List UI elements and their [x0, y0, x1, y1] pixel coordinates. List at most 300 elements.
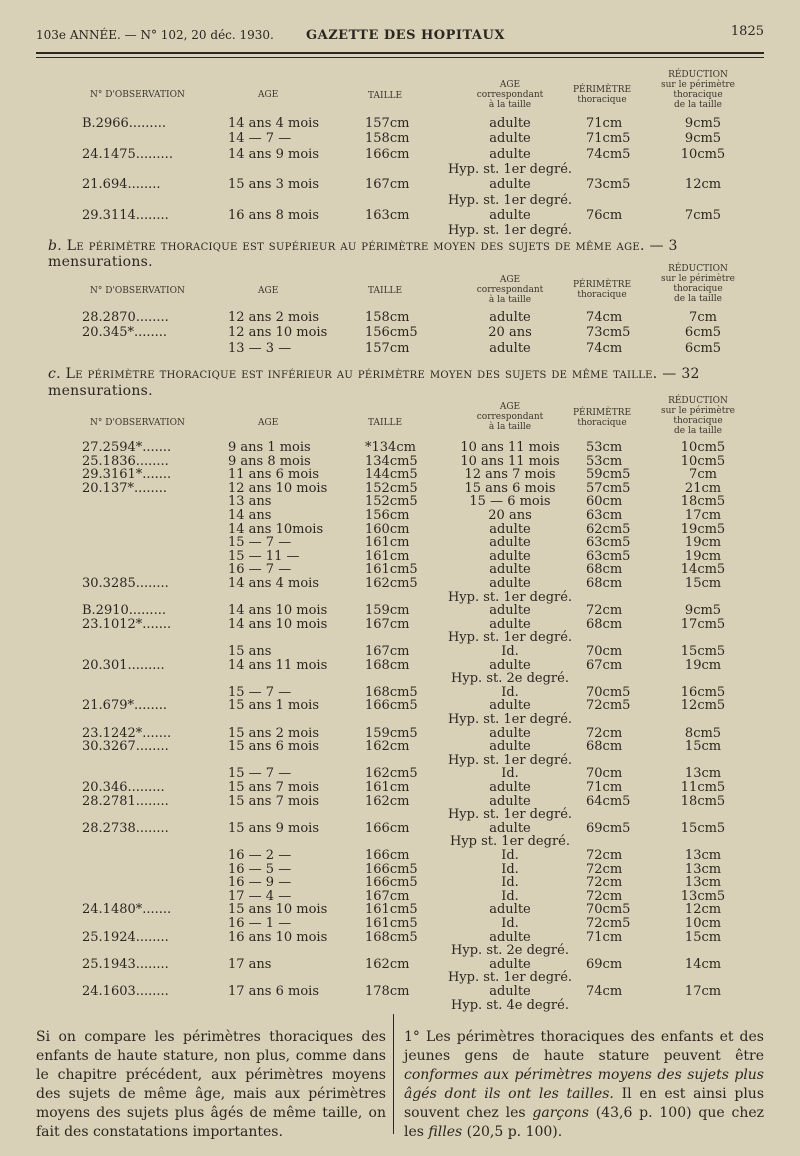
cell-obs: 28.2738........ [82, 820, 169, 836]
col-red-l3: thoracique [673, 90, 723, 100]
cell-per: 70cm [586, 766, 623, 782]
cell-corr: 15 ans 6 mois [464, 480, 556, 496]
cell-corr: adulte [489, 340, 531, 356]
cell-obs: B.2966......... [82, 116, 166, 131]
cell-age: 15 ans 1 mois [228, 698, 319, 714]
cell-corr: adulte [489, 902, 531, 918]
cell-taille: 166cm [365, 146, 410, 162]
section-c-letter: c. [48, 366, 61, 382]
cell-corr: adulte [489, 820, 531, 836]
cell-per: 59cm5 [586, 467, 631, 483]
cell-age: 14 ans 10 mois [228, 603, 328, 619]
col-per-2 [568, 280, 636, 300]
cell-obs: 30.3267........ [82, 739, 169, 755]
cell-red: 14cm5 [680, 562, 726, 578]
cell-red: 15cm [684, 929, 722, 945]
cell-corr: Hyp. st. 4e degré. [451, 997, 569, 1013]
cell-taille: 156cm [365, 508, 410, 523]
cell-age: 12 ans 2 mois [228, 310, 319, 325]
cell-obs: 24.1603........ [82, 984, 169, 999]
cell-age: 17 ans [228, 956, 272, 972]
col-red-l1: RÉDUCTION [668, 70, 728, 80]
col-corr3-l3: à la taille [488, 422, 532, 432]
cell-corr: 10 ans 11 mois [460, 453, 560, 469]
cell-corr: adulte [489, 698, 531, 714]
cell-age: 16 ans 8 mois [228, 207, 319, 223]
cell-corr: Hyp. st. 1er degré. [447, 630, 573, 646]
cell-corr: Id. [501, 875, 519, 891]
col-red-3 [650, 396, 746, 436]
cell-corr: 20 ans [488, 325, 532, 341]
cell-corr: adulte [489, 929, 531, 945]
cell-corr: Hyp. st. 1er degré. [447, 161, 573, 177]
col-per3-l1: PÉRIMÈTRE [572, 408, 632, 418]
cell-taille: 166cm [365, 848, 410, 863]
cell-red: 10cm [684, 916, 722, 931]
cell-per: 69cm [586, 956, 623, 972]
cell-corr: 20 ans [488, 508, 532, 523]
cell-age: 15 ans [228, 644, 272, 659]
cell-per: 72cm [586, 861, 623, 877]
cell-age: 16 ans 10 mois [228, 929, 328, 945]
cell-taille: 166cm5 [365, 861, 418, 877]
col-taille-2: TAILLE [368, 286, 403, 296]
cell-red: 8cm5 [684, 725, 722, 741]
cell-corr: adulte [489, 793, 531, 809]
cell-corr: Id. [501, 766, 519, 782]
cell-age: 17 ans 6 mois [228, 984, 319, 999]
cell-corr: adulte [489, 984, 531, 999]
cell-age: 14 ans 11 mois [228, 657, 328, 673]
col-per2-l1: PÉRIMÈTRE [572, 280, 632, 290]
cell-per: 68cm [586, 616, 623, 632]
cell-corr: adulte [489, 521, 531, 537]
col-corr2-l3: à la taille [488, 295, 532, 305]
col-corr-l1: AGE [499, 80, 521, 90]
cell-obs: 28.2781........ [82, 793, 169, 809]
cell-corr: adulte [489, 562, 531, 578]
cell-age: 17 — 4 — [228, 888, 292, 904]
cell-age: 15 ans 2 mois [228, 725, 319, 741]
cell-per: 70cm5 [586, 902, 631, 918]
cell-red: 10cm5 [680, 453, 726, 469]
cell-age: 16 — 1 — [228, 916, 292, 931]
col-obs-2: N° D'OBSERVATION [90, 286, 185, 296]
cell-age: 15 ans 6 mois [228, 739, 319, 755]
header-rule-thin [36, 57, 764, 58]
cell-obs: 20.137*........ [82, 480, 168, 496]
cell-red: 19cm [684, 548, 722, 564]
cell-red: 15cm5 [680, 644, 726, 659]
cell-taille: 166cm5 [365, 698, 418, 714]
cell-age: 11 ans 6 mois [228, 467, 319, 483]
cell-corr: Id. [501, 916, 519, 931]
header-rule [36, 52, 764, 54]
col-red3-l3: thoracique [673, 416, 723, 426]
cell-per: 72cm [586, 603, 623, 619]
right-text-3: (43,6 p. 100) que chez les [404, 1105, 765, 1140]
cell-taille: 161cm5 [365, 902, 418, 918]
cell-corr: adulte [489, 780, 531, 795]
cell-corr: adulte [489, 603, 531, 619]
cell-age: 14 ans 9 mois [228, 146, 319, 162]
cell-corr: adulte [489, 310, 531, 325]
col-obs: N° D'OBSERVATION [90, 90, 185, 100]
col-per-3 [568, 408, 636, 428]
cell-per: 73cm5 [586, 325, 631, 341]
cell-corr: adulte [489, 616, 531, 632]
cell-age: 12 ans 10 mois [228, 480, 328, 496]
cell-obs: 24.1475......... [82, 146, 173, 162]
cell-per: 72cm5 [586, 698, 631, 714]
col-red3-l4: de la taille [674, 426, 722, 436]
cell-age: 15 ans 3 mois [228, 177, 319, 193]
cell-age: 16 — 9 — [228, 875, 292, 891]
cell-taille: 152cm5 [365, 480, 418, 496]
col-age-2: AGE [258, 286, 279, 296]
col-corr-l3: à la taille [488, 100, 532, 110]
cell-obs: 24.1480*....... [82, 902, 172, 918]
cell-per: 53cm [586, 453, 623, 469]
cell-taille: 159cm5 [365, 725, 418, 741]
cell-red: 19cm [684, 657, 722, 673]
col-red3-l2: sur le périmètre [660, 406, 736, 416]
cell-taille: 163cm [365, 207, 410, 223]
cell-red: 15cm [684, 576, 722, 591]
cell-red: 10cm5 [680, 440, 726, 455]
cell-red: 15cm5 [680, 820, 726, 836]
cell-obs: B.2910......... [82, 603, 166, 619]
cell-corr: adulte [489, 576, 531, 591]
cell-per: 72cm [586, 875, 623, 891]
cell-red: 13cm [684, 875, 722, 891]
cell-age: 16 — 5 — [228, 861, 292, 877]
cell-per: 69cm5 [586, 820, 631, 836]
cell-taille: 167cm [365, 888, 410, 904]
cell-age: 13 — 3 — [228, 340, 292, 356]
cell-per: 64cm5 [586, 793, 631, 809]
cell-taille: 156cm5 [365, 325, 418, 341]
cell-corr: 10 ans 11 mois [460, 440, 560, 455]
cell-taille: 167cm [365, 616, 410, 632]
cell-per: 76cm [586, 207, 623, 223]
cell-per: 73cm5 [586, 177, 631, 193]
cell-red: 9cm5 [684, 116, 722, 131]
cell-corr: 15 — 6 mois [469, 494, 551, 510]
cell-taille: 162cm [365, 739, 410, 755]
cell-corr: Id. [501, 848, 519, 863]
cell-taille: 152cm5 [365, 494, 418, 510]
col-corr2-l2: correspondant [476, 285, 544, 295]
cell-red: 17cm [684, 984, 722, 999]
cell-per: 72cm [586, 888, 623, 904]
col-red2-l4: de la taille [674, 294, 722, 304]
cell-corr: Hyp. st. 1er degré. [447, 970, 573, 986]
col-red3-l1: RÉDUCTION [668, 396, 728, 406]
cell-red: 13cm [684, 766, 722, 782]
col-corr [450, 80, 570, 110]
cell-per: 68cm [586, 576, 623, 591]
cell-red: 12cm5 [680, 698, 726, 714]
cell-per: 63cm5 [586, 535, 631, 551]
col-corr2-l1: AGE [499, 275, 521, 285]
cell-taille: 159cm [365, 603, 410, 619]
col-corr3-l1: AGE [499, 402, 521, 412]
cell-per: 70cm [586, 644, 623, 659]
cell-corr: 12 ans 7 mois [464, 467, 556, 483]
cell-obs: 20.346......... [82, 780, 165, 795]
cell-taille: 161cm5 [365, 916, 418, 931]
cell-red: 7cm [689, 467, 717, 483]
cell-corr: Id. [501, 644, 519, 659]
col-per2-l2: thoracique [577, 290, 627, 300]
col-red-l4: de la taille [674, 100, 722, 110]
cell-corr: Hyp. st. 1er degré. [447, 223, 573, 239]
cell-taille: 160cm [365, 521, 410, 537]
cell-taille: 158cm [365, 131, 410, 147]
cell-red: 21cm [684, 480, 722, 496]
section-c-text: Le périmètre thoracique est inférieur au périmètre moyen des sujets de même taille. [65, 366, 658, 382]
cell-red: 19cm5 [680, 521, 726, 537]
cell-corr: adulte [489, 956, 531, 972]
cell-per: 71cm [586, 929, 623, 945]
col-corr-2 [450, 275, 570, 305]
col-red [650, 70, 746, 110]
col-red2-l1: RÉDUCTION [668, 264, 728, 274]
col-corr-l2: correspondant [476, 90, 544, 100]
cell-taille: 161cm [365, 535, 410, 551]
cell-corr: Hyp. st. 1er degré. [447, 807, 573, 823]
cell-age: 15 ans 9 mois [228, 820, 319, 836]
cell-obs: 23.1012*....... [82, 616, 172, 632]
cell-red: 16cm5 [680, 684, 726, 700]
cell-per: 74cm [586, 340, 623, 356]
section-b-suffix: — 3 mensurations. [48, 238, 678, 270]
col-per [568, 85, 636, 105]
body-text-left: Si on compare les périmètres thoraciques des enfants de haute stature, non plus, comme dans le chapitre précédent, aux périmètres moyens des sujets de même âge, mais aux périmètres moyens des sujets plus âgés de même taille, on fait des constatations importantes. [36, 1029, 386, 1140]
cell-age: 15 ans 7 mois [228, 780, 319, 795]
cell-red: 15cm [684, 739, 722, 755]
right-text-em3: filles [428, 1124, 463, 1140]
cell-per: 71cm5 [586, 131, 631, 147]
cell-corr: Hyp. st. 1er degré. [447, 589, 573, 605]
cell-age: 15 — 7 — [228, 766, 292, 782]
cell-obs: 30.3285........ [82, 576, 169, 591]
cell-obs: 23.1242*....... [82, 725, 172, 741]
cell-per: 57cm5 [586, 480, 631, 496]
cell-red: 12cm [684, 177, 722, 193]
journal-title: GAZETTE DES HOPITAUX [306, 28, 505, 43]
cell-taille: 162cm [365, 956, 410, 972]
cell-per: 72cm [586, 848, 623, 863]
cell-taille: 162cm5 [365, 576, 418, 591]
cell-age: 14 ans 10mois [228, 521, 324, 537]
cell-red: 13cm [684, 861, 722, 877]
cell-corr: adulte [489, 116, 531, 131]
cell-corr: adulte [489, 131, 531, 147]
body-text-right [404, 1028, 764, 1142]
col-taille-3: TAILLE [368, 418, 403, 428]
cell-age: 14 ans 10 mois [228, 616, 328, 632]
column-divider [393, 1014, 394, 1134]
cell-taille: 168cm5 [365, 684, 418, 700]
cell-per: 71cm [586, 780, 623, 795]
cell-obs: 29.3161*....... [82, 467, 172, 483]
col-red2-l2: sur le périmètre [660, 274, 736, 284]
cell-per: 63cm [586, 508, 623, 523]
cell-per: 70cm5 [586, 684, 631, 700]
cell-taille: 162cm5 [365, 766, 418, 782]
cell-per: 72cm5 [586, 916, 631, 931]
cell-age: 15 ans 10 mois [228, 902, 328, 918]
cell-age: 12 ans 10 mois [228, 325, 328, 341]
issue-info: 103e ANNÉE. — N° 102, 20 déc. 1930. [36, 28, 274, 42]
cell-taille: 144cm5 [365, 467, 418, 483]
cell-obs: 21.679*........ [82, 698, 168, 714]
cell-per: 68cm [586, 562, 623, 578]
cell-per: 71cm [586, 116, 623, 131]
cell-age: 9 ans 1 mois [228, 440, 311, 455]
cell-obs: 27.2594*....... [82, 440, 172, 455]
cell-obs: 21.694........ [82, 177, 161, 193]
cell-age: 15 ans 7 mois [228, 793, 319, 809]
cell-corr: Id. [501, 684, 519, 700]
right-text-2: Il en est ainsi plus souvent chez les [404, 1086, 764, 1121]
cell-age: 14 — 7 — [228, 131, 292, 147]
cell-taille: 134cm5 [365, 453, 418, 469]
col-per3-l2: thoracique [577, 418, 627, 428]
cell-corr: adulte [489, 548, 531, 564]
cell-obs: 29.3114........ [82, 207, 169, 223]
cell-age: 13 ans [228, 494, 272, 510]
cell-corr: adulte [489, 535, 531, 551]
col-red-2 [650, 264, 746, 304]
cell-obs: 25.1924........ [82, 929, 169, 945]
right-text-em1: conformes aux périmètres moyens des sujets plus âgés dont ils ont les tailles. [404, 1067, 764, 1102]
cell-taille: 167cm [365, 177, 410, 193]
cell-red: 11cm5 [680, 780, 726, 795]
cell-red: 9cm5 [684, 131, 722, 147]
cell-age: 15 — 11 — [228, 548, 300, 564]
cell-corr: Hyp. st. 1er degré. [447, 712, 573, 727]
col-age: AGE [258, 90, 279, 100]
cell-red: 18cm5 [680, 793, 726, 809]
cell-per: 74cm [586, 984, 623, 999]
cell-corr: Hyp. st. 1er degré. [447, 752, 573, 768]
cell-red: 19cm [684, 535, 722, 551]
cell-corr: adulte [489, 146, 531, 162]
col-corr3-l2: correspondant [476, 412, 544, 422]
col-obs-3: N° D'OBSERVATION [90, 418, 185, 428]
cell-per: 74cm [586, 310, 623, 325]
cell-taille: 161cm5 [365, 562, 418, 578]
cell-taille: 161cm [365, 780, 410, 795]
cell-red: 12cm [684, 902, 722, 918]
cell-red: 9cm5 [684, 603, 722, 619]
cell-red: 17cm5 [680, 616, 726, 632]
cell-taille: 161cm [365, 548, 410, 564]
cell-age: 15 — 7 — [228, 684, 292, 700]
cell-obs: 20.301......... [82, 657, 165, 673]
col-age-3: AGE [258, 418, 279, 428]
cell-red: 10cm5 [680, 146, 726, 162]
section-c-heading [48, 366, 764, 400]
cell-taille: 168cm [365, 657, 410, 673]
running-header [36, 24, 764, 48]
cell-taille: 166cm5 [365, 875, 418, 891]
cell-taille: 162cm [365, 793, 410, 809]
cell-age: 14 ans 4 mois [228, 576, 319, 591]
cell-per: 67cm [586, 657, 623, 673]
right-text-4: (20,5 p. 100). [466, 1124, 563, 1140]
cell-taille: 166cm [365, 820, 410, 836]
cell-obs: 25.1943........ [82, 956, 169, 972]
cell-obs: 20.345*........ [82, 325, 168, 341]
cell-age: 15 — 7 — [228, 535, 292, 551]
cell-taille: 157cm [365, 340, 410, 356]
cell-taille: 157cm [365, 116, 410, 131]
cell-corr: adulte [489, 657, 531, 673]
cell-corr: Id. [501, 861, 519, 877]
cell-taille: 158cm [365, 310, 410, 325]
cell-taille: 168cm5 [365, 929, 418, 945]
cell-obs: 25.1836........ [82, 453, 169, 469]
cell-per: 72cm [586, 725, 623, 741]
cell-per: 53cm [586, 440, 623, 455]
cell-taille: 178cm [365, 984, 410, 999]
cell-age: 14 ans [228, 508, 272, 523]
cell-per: 68cm [586, 739, 623, 755]
cell-per: 62cm5 [586, 521, 631, 537]
section-b-letter: b. [48, 238, 63, 254]
col-per-l1: PÉRIMÈTRE [572, 85, 632, 95]
cell-corr: Hyp. st. 1er degré. [447, 192, 573, 208]
section-c-suffix: — 32 mensurations. [48, 366, 700, 399]
cell-per: 63cm5 [586, 548, 631, 564]
cell-corr: Hyp st. 1er degré. [450, 834, 570, 850]
cell-red: 7cm [689, 310, 717, 325]
cell-red: 6cm5 [684, 325, 722, 341]
cell-red: 17cm [684, 508, 722, 523]
cell-obs: 28.2870........ [82, 310, 169, 325]
cell-red: 13cm5 [680, 888, 726, 904]
cell-corr: Hyp. st. 2e degré. [451, 671, 569, 687]
cell-age: 9 ans 8 mois [228, 453, 311, 469]
cell-corr: adulte [489, 177, 531, 193]
cell-per: 60cm [586, 494, 623, 510]
cell-taille: *134cm [365, 440, 416, 455]
right-text-1: 1° Les périmètres thoraciques des enfants et des jeunes gens de haute stature peuvent être [404, 1029, 764, 1064]
cell-taille: 167cm [365, 644, 410, 659]
cell-red: 14cm [684, 956, 722, 972]
cell-red: 6cm5 [684, 340, 722, 356]
cell-corr: adulte [489, 739, 531, 755]
col-corr-3 [450, 402, 570, 432]
col-red-l2: sur le périmètre [660, 80, 736, 90]
cell-red: 18cm5 [680, 494, 726, 510]
cell-age: 14 ans 4 mois [228, 116, 319, 131]
section-b-text: Le périmètre thoracique est supérieur au périmètre moyen des sujets de même age. [66, 238, 645, 254]
cell-age: 16 — 7 — [228, 562, 292, 578]
cell-red: 13cm [684, 848, 722, 863]
cell-corr: adulte [489, 725, 531, 741]
col-per-l2: thoracique [577, 95, 627, 105]
col-red2-l3: thoracique [673, 284, 723, 294]
cell-corr: Id. [501, 888, 519, 904]
page-number: 1825 [730, 24, 764, 39]
cell-per: 74cm5 [586, 146, 631, 162]
cell-corr: adulte [489, 207, 531, 223]
